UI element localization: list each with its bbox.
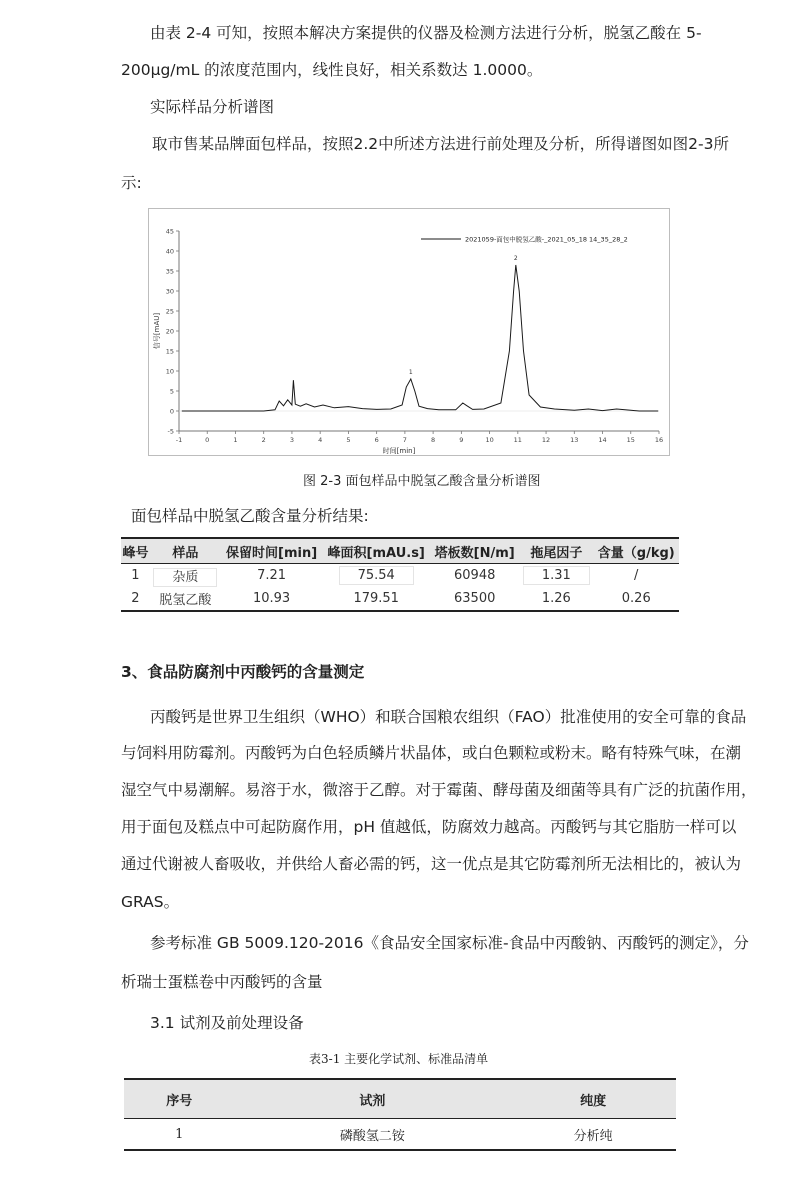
x-tick-label: 10 [485,436,494,444]
x-tick-label: 7 [402,436,407,444]
para1-line-1: 丙酸钙是世界卫生组织（WHO）和联合国粮农组织（FAO）批准使用的安全可靠的食品 [150,708,747,726]
intro-line-1: 由表 2-4 可知，按照本解决方案提供的仪器及检测方法进行分析，脱氢乙酸在 5- [150,24,702,42]
results-table [121,537,679,612]
x-tick-label: 5 [346,436,351,444]
x-tick-label: 4 [318,436,323,444]
table-caption: 表3-1 主要化学试剂、标准品清单 [309,1052,489,1066]
y-tick-label: 30 [165,287,174,296]
table-cell: 179.51 [322,587,430,611]
table-cell [322,564,430,588]
para1-line-2: 与饲料用防霉剂。丙酸钙为白色轻质鳞片状晶体，或白色颗粒或粉末。略有特殊气味，在潮 [121,744,742,762]
col-peak-no: 峰号 [121,538,150,564]
x-tick-label: 6 [374,436,379,444]
col-peak-area: 峰面积[mAU.s] [322,538,430,564]
table-cell: 1.26 [519,587,593,611]
para2-line-1: 参考标准 GB 5009.120-2016《食品安全国家标准-食品中丙酸钠、丙酸钙的测定》，分 [150,934,749,952]
x-tick-label: -1 [175,436,183,444]
table-row [124,1119,676,1151]
table-cell: 1 [131,568,140,583]
section-3-heading: 3、食品防腐剂中丙酸钙的含量测定 [121,663,365,681]
chromatogram-chart [149,209,669,455]
y-tick-label: 20 [165,327,174,336]
y-tick-label: 15 [165,347,174,356]
peak-label-1: 1 [408,369,413,376]
table-cell: 0.26 [594,587,680,611]
x-tick-label: 2 [261,436,266,444]
cell-text: 杂质 [153,568,217,587]
table-cell: 63500 [430,587,519,611]
y-tick-label: 10 [165,367,174,376]
table-cell: 60948 [454,568,496,583]
para1-line-5: 通过代谢被人畜吸收，并供给人畜必需的钙，这一优点是其它防霉剂所无法相比的，被认为 [121,855,742,873]
results-title: 面包样品中脱氢乙酸含量分析结果: [131,507,369,525]
section-title: 实际样品分析谱图 [150,98,275,116]
col-purity: 纯度 [510,1079,676,1119]
table-cell: / [634,568,639,583]
results-table-header [121,538,679,564]
para1-line-4: 用于面包及糕点中可起防腐作用，pH 值越低，防腐效力越高。丙酸钙与其它脂肪一样可以 [121,818,737,836]
cell-text: 1.31 [523,566,590,585]
col-retention-time: 保留时间[min] [221,538,322,564]
reagent-table-header [124,1079,676,1119]
para1-line-6: GRAS。 [121,893,180,911]
x-tick-label: 8 [431,436,436,444]
x-tick-label: 14 [598,436,607,444]
table-cell: 1 [124,1119,234,1151]
series-line [182,265,658,411]
y-tick-label: 5 [169,387,174,396]
para2-line-2: 析瑞士蛋糕卷中丙酸钙的含量 [121,973,323,991]
table-cell [519,564,593,588]
reagent-table [124,1078,676,1151]
legend-label: 2021059-面包中脱氢乙酸-_2021_05_18 14_35_28_2 [465,235,628,244]
para1-line-3: 湿空气中易潮解。易溶于水，微溶于乙醇。对于霉菌、酵母菌及细菌等具有广泛的抗菌作用， [121,781,757,799]
intro-line-2: 200μg/mL 的浓度范围内，线性良好，相关系数达 1.0000。 [121,61,543,79]
figure-caption: 图 2-3 面包样品中脱氢乙酸含量分析谱图 [303,474,541,489]
intro-line-4: 示: [121,174,142,192]
table-cell: 10.93 [221,587,322,611]
y-tick-label: -5 [167,427,174,436]
col-reagent: 试剂 [234,1079,510,1119]
table-row [121,564,679,588]
x-tick-label: 0 [205,436,210,444]
table-cell: 脱氢乙酸 [150,587,221,611]
x-tick-label: 12 [541,436,551,444]
intro-line-3: 取市售某品牌面包样品，按照2.2中所述方法进行前处理及分析，所得谱图如图2-3所 [152,135,729,153]
col-plates: 塔板数[N/m] [430,538,519,564]
x-axis-label: 时间[min] [382,447,416,455]
table-row [121,587,679,611]
x-tick-label: 3 [289,436,295,444]
col-content: 含量（g/kg) [594,538,680,564]
x-tick-label: 1 [233,436,238,444]
subsection-title: 3.1 试剂及前处理设备 [150,1014,304,1032]
table-cell: 磷酸氢二铵 [234,1119,510,1151]
col-seq: 序号 [124,1079,234,1119]
y-tick-label: 45 [165,227,174,236]
x-tick-label: 11 [513,436,522,444]
cell-text: 75.54 [339,566,414,585]
peak-label-2: 2 [513,255,518,262]
chromatogram-figure [148,208,670,456]
y-tick-label: 25 [165,307,174,316]
y-axis-label: 信号[mAU] [153,312,161,350]
table-cell: 7.21 [257,568,287,583]
y-tick-label: 35 [165,267,174,276]
x-tick-label: 13 [570,436,579,444]
x-tick-label: 15 [626,436,635,444]
x-tick-label: 9 [459,436,464,444]
x-tick-label: 16 [654,436,664,444]
y-tick-label: 0 [169,407,174,416]
y-tick-label: 40 [165,247,174,256]
table-cell: 2 [121,587,150,611]
table-cell: 分析纯 [510,1119,676,1151]
col-sample: 样品 [150,538,221,564]
table-cell [150,564,221,588]
col-tailing: 拖尾因子 [519,538,593,564]
